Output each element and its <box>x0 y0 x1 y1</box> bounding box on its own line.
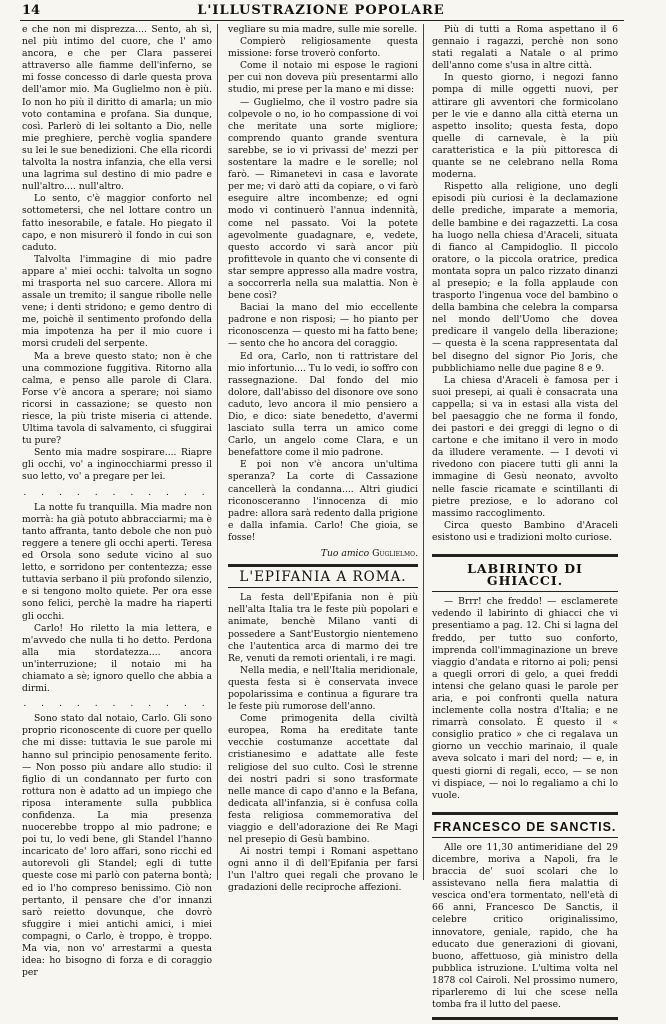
paragraph: Talvolta l'immagine di mio padre appare a' miei occhi: talvolta un sogno mi trasporta nel suo carcere. Allora mi assale un tremito; il sangue ribolle nelle vene; i denti stridono; e gemo dentro di me, poichè il sentimento profondo della mia impotenza ha per il mio cuore i morsi crudeli del serpente. <box>22 253 212 350</box>
letter-signature <box>228 548 418 560</box>
paragraph: Rispetto alla religione, uno degli episodi più curiosi è la declamazione delle prediche, imparate a memoria, delle bambine e dei ragazzetti. La cosa ha luogo nella chiesa d'Araceli, situata di fianco al Campidoglio. Il piccolo oratore, o la piccola oratrice, predica montata sopra un palco rizzato dinanzi al presepio; e la folla applaude con trasporto l'ingenua voce del bambino o della bambina che celebra la comparsa nel mondo dell'Uomo che dovea predicare il vangelo della liberazione; — questa è la scena rappresentata dal bel disegno del signor Pio Joris, che pubblichiamo nelle due pagine 8 e 9. <box>432 181 618 374</box>
paragraph: Come il notaio mi espose le ragioni per cui non doveva più presentarmi allo studio, mi prese per la mano e mi disse: <box>228 60 418 96</box>
paragraph: Nella media, e nell'Italia meridionale, questa festa si è conservata invece popolarissima e continua a figurare tra le feste più rumorose dell'anno. <box>228 664 418 713</box>
paragraph: La chiesa d'Araceli è famosa per i suoi presepi, ai quali è consacrata una cappella; si va in estasi alla vista del bel paesaggio che ne forma il fondo, dei pastori e dei greggi di legno o di cartone e che imitano il vero in modo da illudere veramente. — I devoti vi rivedono con piacere tutti gli anni la immagine di Gesù neonato, avvolto nelle fascie ricamate e scintillanti di pietre preziose, e lo adorano col massimo raccoglimento. <box>432 374 618 519</box>
header-rule <box>20 20 624 21</box>
paragraph: Alle ore 11,30 antimeridiane del 29 dicembre, moriva a Napoli, fra le braccia de' suoi scolari che lo assistevano nella fiera malattia di vescica ond'era tormentato, nell'età di 66 anni, Francesco De Sanctis, il celebre critico originalissimo, innovatore, geniale, rapido, che ha educato due generazioni di giovani, buono, affettuoso, già ministro della pubblica istruzione. L'ultima volta nel 1878 col Cairoli. Nel prossimo numero, riparleremo di lui che scese nella tomba fra il lutto del paese. <box>432 841 618 1011</box>
journal-title: L'ILLUSTRAZIONE POPOLARE <box>197 3 445 18</box>
section-rule <box>228 564 418 567</box>
column-separator <box>423 24 424 880</box>
paragraph: Ed ora, Carlo, non ti rattristare del mio infortunio.... Tu lo vedi, io soffro con rassegnazione. Dal fondo del mio dolore, dall'abisso del disonore ove sono caduto, levo ancora il mio pensiero a Dio, e dico: siate benedetto, d'avermi lasciato sulla terra un amico come Carlo, un angelo come Clara, e un benefattore come il mio padrone. <box>228 350 418 459</box>
paragraph: — Brrr! che freddo! — esclamerete vedendo il labirinto di ghiacci che vi presentiamo a pag. 12. Chi si lagna del freddo, per tutto suo conforto, imprenda coll'immaginazione un breve viaggio d'andata e ritorno ai poli; pensi a quegli orrori di gelo, a quei freddi intensi che gelano quasi le parole per aria, e poi confronti quella natura inclemente colla nostra d'Italia; e ne rimarrà consolato. È questo il « consiglio pratico » che ci regalava un giorno un vecchio marinaio, il quale aveva solcato i mari del nord; — e, in questi giorni di regali, ecco, — se non vi dispiace, — noi lo regaliamo a chi lo vuole. <box>432 596 618 801</box>
column-epifania-continued <box>432 24 618 1024</box>
section-dots: . . . . . . . . . . . <box>23 486 211 498</box>
section-rule <box>432 554 618 557</box>
paragraph: Circa questo Bambino d'Araceli esistono usi e tradizioni molto curiose. <box>432 519 618 543</box>
paragraph: Ai nostri tempi i Romani aspettano ogni anno il dì dell'Epifania per farsi l'un l'altro quei regali che provano le gradazioni delle reciproche affezioni. <box>228 846 418 894</box>
paragraph: e che non mi disprezza.... Sento, ah sì, nel più intimo del cuore, che l' amo ancora, e che per Clara passerei attraverso alle fiamme dell'inferno, se mi fosse concesso di darle questa prova dell'amor mio. Ma Guglielmo non è più. Io non ho più il diritto di amarla; un mio voto contamina e profana. Sia dunque, così. Parlerò di lei soltanto a Dio, nelle mie preghiere, perchè voglia spandere su lei le sue benedizioni. Che ella ricordi talvolta la nostra infanzia, che ella versi una lagrima sul destino di mio padre e null'altro.... null'altro. <box>22 24 212 193</box>
paragraph: Sento mia madre sospirare.... Riapre gli occhi, vo' a inginocchiarmi presso il suo letto, vo' a pregare per lei. <box>22 447 212 483</box>
page-number: 14 <box>22 3 41 18</box>
paragraph: Più di tutti a Roma aspettano il 6 gennaio i ragazzi, perchè non sono stati regalati a Natale o al primo dell'anno come s'usa in altre città. <box>432 24 618 72</box>
column-separator <box>217 24 218 880</box>
paragraph: Come primogenita della civiltà europea, Roma ha ereditate tante vecchie costumanze accettate dal cristianesimo e adattate alle feste religiose del suo culto. Così le strenne dei nostri padri si sono trasformate nelle mance di capo d'anno e la Befana, dedicata all'infanzia, si è confusa colla festa religiosa commemorativa del viaggio e dell'adorazione dei Re Magi nel presepio di Gesù bambino. <box>228 713 418 846</box>
paragraph: Sono stato dal notaio, Carlo. Gli sono proprio riconoscente di cuore per quello che mi disse: tuttavia le sue parole mi hanno sul principio penosamente ferito. — Non posso più andare allo studio: il figlio di un condannato per furto con rottura non è adatto ad un impiego che riposa interamente sulla pubblica confidenza. La mia presenza nuocerebbe troppo al mio padrone; e poi tu, lo vedi bene, gli Standel l'hanno incaricato de' loro affari, sono ricchi ed autorevoli gli Standel; egli di tutte queste cose mi parlò con paterna bontà; ed io l'ho compreso benissimo. Ciò non pertanto, il pensare che d'or innanzi sarò reietto dovunque, che dovrò sfuggire i miei antichi amici, i miei compagni, o Carlo, è troppo, è troppo. Ma via, non vo' arrestarmi a questa idea: ho bisogno di forza e di coraggio per <box>22 713 212 979</box>
section-rule <box>432 837 618 838</box>
paragraph: In questo giorno, i negozi fanno pompa di mille oggetti nuovi, per attirare gli avventori che formicolano per le vie e danno alla città eterna un aspetto insolito; questa festa, dopo quelle di carnevale, è la più caratteristica e la più pittoresca di quante se ne celebrano nella Roma moderna. <box>432 72 618 181</box>
signature-name: Guglielmo. <box>372 548 418 560</box>
paragraph: Compierò religiosamente questa missione: forse troverò conforto. <box>228 36 418 60</box>
paragraph: Ma a breve questo stato; non è che una commozione fuggitiva. Ritorno alla calma, e penso alle parole di Clara. Forse v'è ancora a sperare; noi siamo ricorsi in cassazione; se questo non riesce, la più triste miseria ci attende. Ultima tavola di salvamento, ci sfuggirai tu pure? <box>22 350 212 447</box>
page-header <box>14 2 628 20</box>
section-dots: . . . . . . . . . . . <box>23 698 211 710</box>
article-title-desanctis: FRANCESCO DE SANCTIS. <box>433 819 617 834</box>
paragraph: E poi non v'è ancora un'ultima speranza? La corte di Cassazione cancellerà la condanna.... Altri giudici riconosceranno l'innocenza di mio padre: allora sarà redento dalla prigione e dalla infamia. Carlo! Che gioia, se fosse! <box>228 459 418 543</box>
section-rule <box>228 587 418 588</box>
section-rule <box>432 812 618 815</box>
paragraph: Lo sento, c'è maggior conforto nel sottometersi, che nel lottare contro un fatto inesorabile, e fatale. Ho piegato il capo, e non misurerò il fondo in cui son caduto. <box>22 193 212 253</box>
column-letter-part1 <box>22 24 212 979</box>
section-rule <box>432 591 618 592</box>
paragraph: Baciai la mano del mio eccellente padrone e non risposi; — ho pianto per riconoscenza — questo mi ha fatto bene; — sento che ho ancora del coraggio. <box>228 302 418 350</box>
paragraph: La notte fu tranquilla. Mia madre non morrà: ha già potuto abbracciarmi; ma è tanto affranta, tanto debole che non può reggere a tenere gli occhi aperti. Teresa ed Orsola sono sedute vicino al suo letto, e sorridono per contentezza; esse tuttavia serbano il più profondo silenzio, e si tengono molto quiete. Per ora esse sono felici, perchè la madre ha riaperti gli occhi. <box>22 501 212 622</box>
article-title-labirinto: LABIRINTO DI GHIACCI. <box>467 561 583 589</box>
column-letter-part2 <box>228 24 418 895</box>
paragraph: Carlo! Ho riletto la mia lettera, e m'avvedo che nulla ti ho detto. Perdona alla mia stordatezza.... ancora un'interruzione; il notaio mi ha chiamato a sè; ignoro quello che abbia a dirmi. <box>22 622 212 695</box>
section-rule <box>432 1017 618 1020</box>
paragraph: vegliare su mia madre, sulle mie sorelle. <box>228 24 418 35</box>
signature-label: Tuo amico <box>320 548 370 560</box>
article-title-epifania: L'EPIFANIA A ROMA. <box>239 569 407 586</box>
paragraph: La festa dell'Epifania non è più nell'alta Italia tra le feste più popolari e animate, benchè Milano vanti di possedere a Sant'Eustorgio nientemeno che l'autentica arca di marmo dei tre Re, venuti da remoti orientali, i re magi. <box>228 592 418 664</box>
paragraph: — Guglielmo, che il vostro padre sia colpevole o no, io ho compassione di voi che meritate una sorte migliore; comprendo quanto grande sventura sarebbe, se io vi privassi de' mezzi per sostentare la madre e le sorelle; nol farò. — Rimanetevi in casa e lavorate per me; vi darò atti da copiare, o vi farò eseguire altre incombenze; ed ogni modo vi continuerò l'annua indennità, come nel passato. Voi la potete agevolmente guadagnare, e, vedete, questo accordo vi sarà ancor più profittevole in quanto che vi consente di star sempre appresso alla madre vostra, a soccorrerla nella sua malattia. Non è bene così? <box>228 96 418 302</box>
